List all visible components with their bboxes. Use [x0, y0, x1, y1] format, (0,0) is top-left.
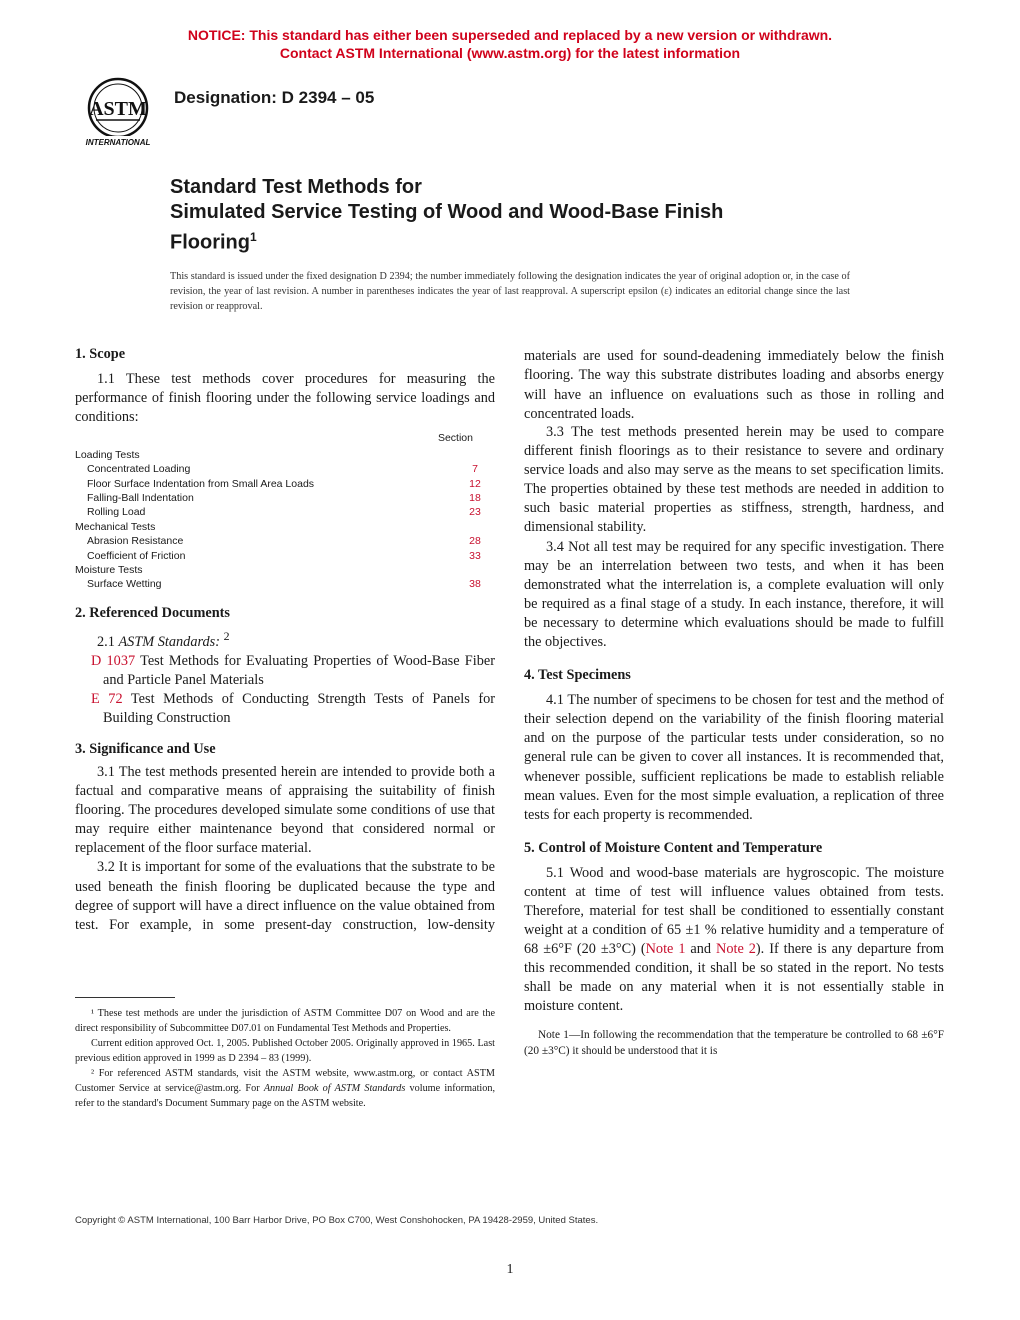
section-heading-scope: 1. Scope	[75, 346, 126, 362]
logo-text: ASTM	[89, 98, 147, 120]
logo-subtitle: INTERNATIONAL	[85, 138, 151, 147]
notice-line-2: Contact ASTM International (www.astm.org) for the latest information	[279, 45, 741, 61]
para-3-2: 3.2 It is important for some of the evaluations that the substrate to be used beneath the finish flooring be duplicated because the type and degree of support will have a direct influence on the value obtained from test. For example, in some present-day construction, low-density	[75, 859, 495, 933]
table-row-label: Rolling Load	[87, 506, 146, 519]
note-1-link[interactable]: Note 1	[645, 941, 686, 958]
section-link[interactable]: 33	[469, 549, 481, 562]
title-footnote-ref: 1	[249, 230, 257, 244]
table-row-label: Loading Tests	[75, 448, 140, 461]
note-2-link[interactable]: Note 2	[716, 941, 756, 958]
section-link[interactable]: 7	[472, 463, 478, 476]
para-4-1: 4.1 The number of specimens to be chosen for test and the method of their selection depend on the variability of the finish flooring material and on the purpose of the particular tests under consideration, so no general rule can be given to cover all instances. It is recommended that, whenever possible, sufficient replications be made to establish reliable mean values. Even for the most simple evaluation, a replication of three tests for each property is recommended.	[524, 692, 944, 823]
notice-line-1: NOTICE: This standard has either been superseded and replaced by a new version or withdrawn.	[187, 27, 833, 43]
table-row-label: Abrasion Resistance	[87, 535, 184, 548]
footnote-divider	[75, 997, 175, 998]
section-link[interactable]: 28	[469, 535, 481, 548]
note-1: Note 1—In following the recommendation that the temperature be controlled to 68 ±6°F (20 ±3°C) it should be understood that it is	[524, 1028, 944, 1057]
astm-logo	[74, 76, 162, 152]
section-link[interactable]: 12	[469, 477, 481, 490]
para-3-3: 3.3 The test methods presented herein may be used to compare different finish floorings as to their resistance to severe and ordinary service loads and also may serve as the means to set specification limits. The properties obtained by these test methods are needed in addition to such basic material properties as stiffness, strength, hardness, and dimensional stability.	[524, 424, 944, 536]
para-2-1: 2.1 ASTM Standards: $^2$	[97, 628, 230, 650]
section-table	[75, 431, 495, 591]
table-row-label: Surface Wetting	[87, 578, 162, 591]
section-heading-specimens: 4. Test Specimens	[524, 667, 631, 684]
designation: Designation: D 2394 – 05	[174, 88, 375, 107]
table-row-label: Moisture Tests	[75, 563, 143, 576]
right-column	[524, 347, 944, 1059]
section-table-header: Section	[437, 432, 473, 445]
section-heading-significance: 3. Significance and Use	[75, 740, 216, 757]
table-row-label: Concentrated Loading	[87, 463, 191, 476]
section-link[interactable]: 38	[469, 578, 481, 591]
page-number: 1	[506, 1262, 514, 1277]
para-3-2-continued: materials are used for sound-deadening immediately below the finish flooring. The way this substrate distributes loading and absorbs energy will have an influence on evaluations such as those in rolling and concentrated loads.	[524, 348, 944, 422]
reference-d1037: D 1037 Test Methods for Evaluating Properties of Wood-Base Fiber and Particle Panel Materials	[91, 652, 495, 688]
footnote-1-edition: Current edition approved Oct. 1, 2005. Published October 2005. Originally approved in 1965. Last previous edition approved in 1999 as D 2394 – 83 (1999).	[75, 1038, 495, 1064]
title-line-1: Standard Test Methods for	[170, 176, 422, 198]
document-title	[170, 175, 890, 256]
copyright: Copyright © ASTM International, 100 Barr Harbor Drive, PO Box C700, West Conshohocken, PA 19428-2959, United States.	[75, 1215, 599, 1226]
reference-link-e72[interactable]: E 72	[91, 690, 123, 707]
table-row-label: Falling-Ball Indentation	[87, 491, 194, 504]
para-5-1: 5.1 Wood and wood-base materials are hygroscopic. The moisture content at time of test will influence values obtained from tests. Therefore, material for test shall be conditioned to essentially constant weight at a condition of 65 ±1 % relative humidity and a temperature of 68 ±6°F (20 ±3°C) (Note 1 and Note 2). If there is any departure from this recommended condition, it shall be so stated in the report. No tests shall be made on any material when it is not essentially stable in moisture content.	[524, 864, 944, 1015]
issuance-statement: This standard is issued under the fixed designation D 2394; the number immediately following the designation indicates the year of original adoption or, in the case of revision, the year of last revision. A number in parentheses indicates the year of last reapproval. A superscript epsilon (ε) indicates an editorial change since the last revision or reapproval.	[170, 271, 850, 312]
table-row-label: Floor Surface Indentation from Small Area Loads	[87, 477, 315, 490]
section-link[interactable]: 18	[469, 491, 481, 504]
section-link[interactable]: 23	[469, 506, 481, 519]
title-line-3: Flooring	[170, 231, 250, 254]
para-3-4: 3.4 Not all test may be required for any specific investigation. There may be an interrelation between two tests, and when it has been demonstrated what the interrelation is, a complete evaluation will only be required as a final stage of a study. In each instance, therefore, it will be necessary to determine which evaluations should be made to fulfill the objectives.	[524, 538, 944, 651]
table-row-label: Mechanical Tests	[75, 520, 156, 533]
reference-link-d1037[interactable]: D 1037	[91, 652, 136, 669]
footnote-1: ¹ These test methods are under the jurisdiction of ASTM Committee D07 on Wood and are the direct responsibility of Subcommittee D07.01 on Fundamental Test Methods and Properties.	[75, 1008, 495, 1034]
supersession-notice	[0, 26, 1020, 62]
left-column	[75, 345, 495, 934]
para-3-1: 3.1 The test methods presented herein are intended to provide both a factual and comparative means of appraising the suitability of finish flooring. The procedures developed simulate some conditions of use that may require either maintenance beyond that considered normal or replacement of the floor surface material.	[75, 763, 495, 857]
reference-e72: E 72 Test Methods of Conducting Strength Tests of Panels for Building Construction	[91, 690, 495, 726]
footnote-2: ² For referenced ASTM standards, visit the ASTM website, www.astm.org, or contact ASTM Customer Service at service@astm.org. For Annual Book of ASTM Standards volume information, refer to the standard's Document Summary page on the ASTM website.	[75, 1068, 495, 1109]
para-1-1: 1.1 These test methods cover procedures for measuring the performance of finish flooring under the following service loadings and conditions:	[75, 371, 495, 426]
footnotes	[75, 1006, 495, 1111]
table-row-label: Coefficient of Friction	[87, 549, 186, 562]
section-heading-moisture: 5. Control of Moisture Content and Temperature	[524, 839, 823, 856]
section-heading-references: 2. Referenced Documents	[75, 604, 230, 621]
title-line-2: Simulated Service Testing of Wood and Wood-Base Finish	[170, 201, 724, 223]
